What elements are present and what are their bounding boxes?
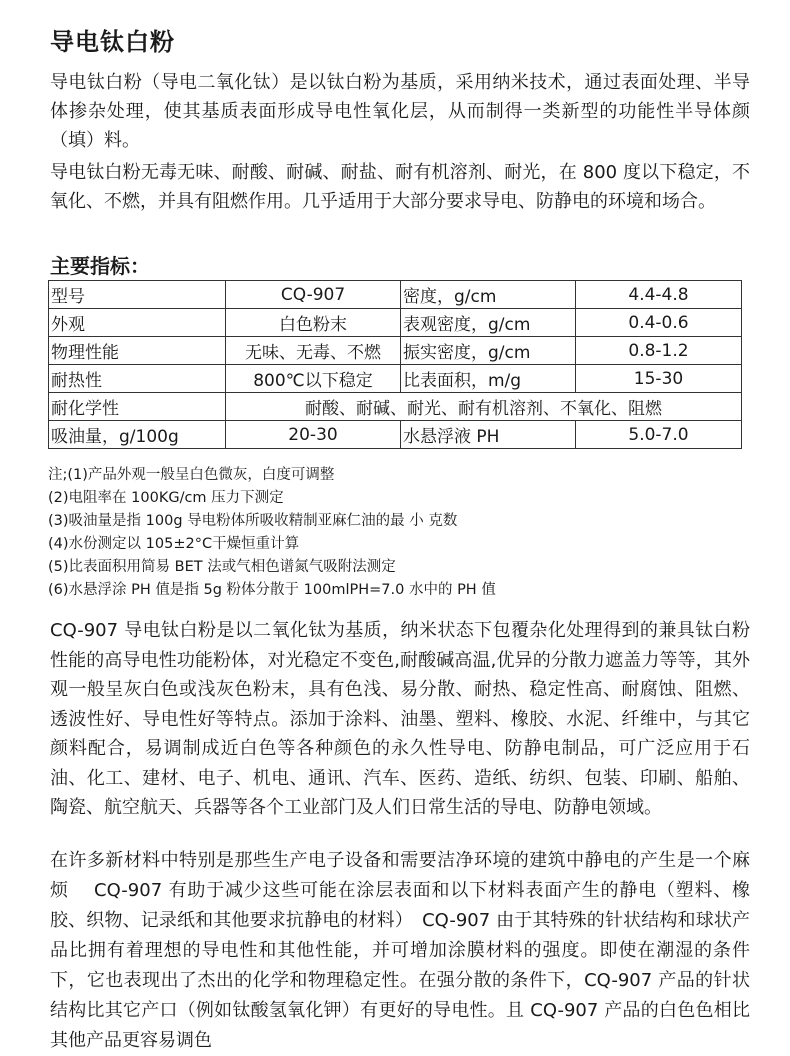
table-row <box>49 281 742 309</box>
spec-label: 耐热性 <box>49 365 226 393</box>
table-row <box>49 421 742 449</box>
table-row <box>49 337 742 365</box>
spec-value: 0.4-0.6 <box>576 309 742 337</box>
spec-label: 振实密度，g/cm <box>401 337 576 365</box>
spec-label: 型号 <box>49 281 226 309</box>
intro-paragraph-1: 导电钛白粉（导电二氧化钛）是以钛白粉为基质，采用纳米技术，通过表面处理、半导体掺杂处理，使其基质表面形成导电性氧化层，从而制得一类新型的功能性半导体颜（填）料。 <box>50 72 750 151</box>
spec-value: CQ-907 <box>226 281 401 309</box>
spec-table <box>48 280 742 449</box>
spec-value: 15-30 <box>576 365 742 393</box>
note-item: (6)水悬浮涂 PH 值是指 5g 粉体分散于 100mlPH=7.0 水中的 PH 值 <box>48 582 496 598</box>
note-item: 注;(1)产品外观一般呈白色微灰，白度可调整 <box>48 467 335 483</box>
table-row <box>49 393 742 421</box>
spec-label: 物理性能 <box>49 337 226 365</box>
spec-value: 20-30 <box>226 421 401 449</box>
body-paragraph-2: 在许多新材料中特别是那些生产电子设备和需要洁净环境的建筑中静电的产生是一个麻烦 CQ-907 有助于减少这些可能在涂层表面和以下材料表面产生的静电（塑料、橡胶、织物、记录纸和其他要求抗静电的材料） CQ-907 由于其特殊的针状结构和球状产品比拥有着理想的导电性和其他性能，并可增加涂膜材料的强度。即使在潮湿的条件下，它也表现出了杰出的化学和物理稳定性。在强分散的条件下，CQ-907 产品的针状结构比其它产口（例如钛酸氢氧化钾）有更好的导电性。且 CQ-907 产品的白色色相比其他产品更容易调色 <box>50 850 750 1051</box>
spec-heading: 主要指标： <box>50 254 150 278</box>
spec-label: 密度，g/cm <box>401 281 576 309</box>
table-row <box>49 309 742 337</box>
note-item: (4)水份测定以 105±2°C干燥恒重计算 <box>48 536 300 552</box>
spec-value: 白色粉末 <box>226 309 401 337</box>
notes-list <box>48 464 748 602</box>
page-title: 导电钛白粉 <box>50 28 175 56</box>
spec-value: 4.4-4.8 <box>576 281 742 309</box>
spec-value: 0.8-1.2 <box>576 337 742 365</box>
spec-label: 外观 <box>49 309 226 337</box>
spec-label: 耐化学性 <box>49 393 226 421</box>
spec-label: 表观密度，g/cm <box>401 309 576 337</box>
intro-paragraph-2: 导电钛白粉无毒无味、耐酸、耐碱、耐盐、耐有机溶剂、耐光，在 800 度以下稳定，不氧化、不燃，并具有阻燃作用。几乎适用于大部分要求导电、防静电的环境和场合。 <box>50 162 750 212</box>
spec-label: 吸油量，g/100g <box>49 421 226 449</box>
spec-label: 比表面积，m/g <box>401 365 576 393</box>
spec-label: 水悬浮液 PH <box>401 421 576 449</box>
spec-value-wide: 耐酸、耐碱、耐光、耐有机溶剂、不氧化、阻燃 <box>226 393 742 421</box>
spec-value: 无味、无毒、不燃 <box>226 337 401 365</box>
table-row <box>49 365 742 393</box>
note-item: (5)比表面积用简易 BET 法或气相色谱氮气吸附法测定 <box>48 559 396 575</box>
note-item: (3)吸油量是指 100g 导电粉体所吸收精制亚麻仁油的最 小 克数 <box>48 513 458 529</box>
spec-value: 800℃以下稳定 <box>226 365 401 393</box>
spec-value: 5.0-7.0 <box>576 421 742 449</box>
note-item: (2)电阻率在 100KG/cm 压力下测定 <box>48 490 284 506</box>
body-paragraph-1: CQ-907 导电钛白粉是以二氧化钛为基质，纳米状态下包覆杂化处理得到的兼具钛白粉性能的高导电性功能粉体，对光稳定不变色,耐酸碱高温,优异的分散力遮盖力等等，其外观一般呈灰白色或浅灰色粉末，具有色浅、易分散、耐热、稳定性高、耐腐蚀、阻燃、透波性好、导电性好等特点。添加于涂料、油墨、塑料、橡胶、水泥、纤维中，与其它颜料配合，易调制成近白色等各种颜色的永久性导电、防静电制品，可广泛应用于石油、化工、建材、电子、机电、通讯、汽车、医药、造纸、纺织、包装、印刷、船舶、陶瓷、航空航天、兵器等各个工业部门及人们日常生活的导电、防静电领域。 <box>50 620 750 818</box>
